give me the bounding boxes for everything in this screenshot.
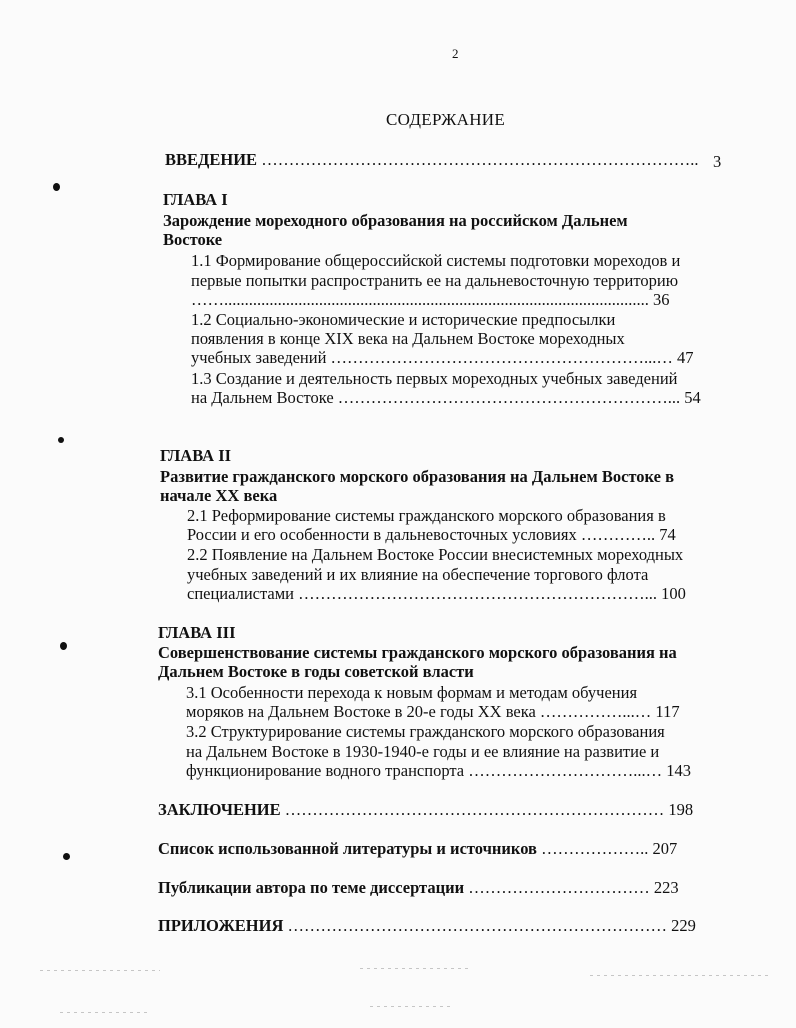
section-1-2-line3: учебных заведений …………………………………………………...… 47: [191, 348, 694, 367]
section-1-2-line2: появления в конце XIX века на Дальнем Востоке мореходных: [191, 329, 625, 348]
section-1-1-line1: 1.1 Формирование общероссийской системы подготовки мореходов и: [191, 251, 681, 270]
chapter1-heading: ГЛАВА I: [163, 190, 228, 209]
toc-title: СОДЕРЖАНИЕ: [386, 110, 506, 129]
scan-speck: [58, 437, 64, 443]
section-1-3-line1: 1.3 Создание и деятельность первых мореходных учебных заведений: [191, 369, 678, 388]
scan-noise: [40, 970, 160, 971]
chapter3-subtitle-1: Совершенствование системы гражданского морского образования на: [158, 643, 677, 662]
section-3-2-line1: 3.2 Структурирование системы гражданского морского образования: [186, 722, 665, 741]
appendices-dots-page: …………………………………………………………… 229: [283, 916, 696, 935]
literature-label: Список использованной литературы и источников: [158, 839, 537, 858]
section-2-1-line1: 2.1 Реформирование системы гражданского морского образования в: [187, 506, 666, 525]
section-1-2-line1: 1.2 Социально-экономические и исторические предпосылки: [191, 310, 616, 329]
section-1-3-line2: на Дальнем Востоке ……………………………………………………... 54: [191, 388, 701, 407]
section-2-2-line1: 2.2 Появление на Дальнем Востоке России внесистемных мореходных: [187, 545, 684, 564]
section-2-1-line2: России и его особенности в дальневосточных условиях ………….. 74: [187, 525, 676, 544]
publications-label: Публикации автора по теме диссертации: [158, 878, 465, 897]
section-2-2-line3: специалистами ………………………………………………………... 100: [187, 584, 686, 603]
scan-speck: [60, 642, 67, 650]
scan-speck: [63, 853, 70, 860]
section-2-2-line2: учебных заведений и их влияние на обеспечение торгового флота: [187, 565, 649, 584]
chapter3-heading: ГЛАВА III: [158, 623, 236, 642]
toc-entry-publications: [158, 878, 679, 897]
scan-noise: [60, 1012, 150, 1013]
intro-label: ВВЕДЕНИЕ: [165, 150, 258, 169]
section-1-1-line3: ……....................................................................................................... 36: [191, 290, 670, 309]
intro-page: 3: [713, 152, 722, 171]
scan-noise: [360, 968, 470, 969]
scan-noise: [370, 1006, 450, 1007]
conclusion-dots-page: …………………………………………………………… 198: [280, 800, 694, 819]
chapter3-subtitle-2: Дальнем Востоке в годы советской власти: [158, 662, 474, 681]
publications-dots-page: …………………………… 223: [464, 878, 679, 897]
chapter2-subtitle-1: Развитие гражданского морского образования на Дальнем Востоке в: [160, 467, 675, 486]
conclusion-label: ЗАКЛЮЧЕНИЕ: [158, 800, 281, 819]
intro-dots: ……………………………………………………………………..: [261, 150, 699, 169]
toc-entry-literature: [158, 839, 677, 858]
chapter1-subtitle-1: Зарождение мореходного образования на российском Дальнем: [163, 211, 628, 230]
scan-speck: [53, 183, 60, 191]
appendices-label: ПРИЛОЖЕНИЯ: [158, 916, 284, 935]
section-3-2-line3: функционирование водного транспорта …………………………...… 143: [186, 761, 691, 780]
section-3-1-line1: 3.1 Особенности перехода к новым формам и методам обучения: [186, 683, 638, 702]
section-1-1-line2: первые попытки распространить ее на дальневосточную территорию: [191, 271, 679, 290]
chapter1-subtitle-2: Востоке: [163, 230, 223, 249]
toc-entry-intro: [165, 150, 698, 169]
toc-entry-conclusion: [158, 800, 693, 819]
toc-entry-appendices: [158, 916, 696, 935]
section-3-2-line2: на Дальнем Востоке в 1930-1940-е годы и ее влияние на развитие и: [186, 742, 660, 761]
scan-noise: [590, 975, 770, 976]
chapter2-subtitle-2: начале XX века: [160, 486, 278, 505]
chapter2-heading: ГЛАВА II: [160, 446, 232, 465]
section-3-1-line2: моряков на Дальнем Востоке в 20-е годы XX века ……………...… 117: [186, 702, 680, 721]
page-number: 2: [452, 46, 459, 61]
literature-dots-page: ……………….. 207: [536, 839, 678, 858]
